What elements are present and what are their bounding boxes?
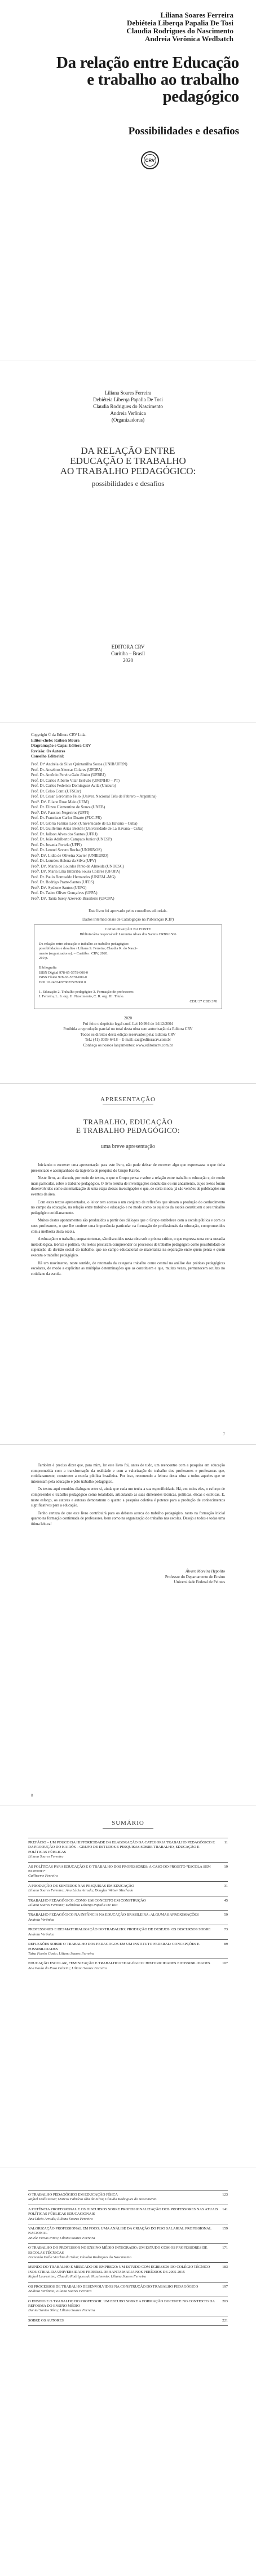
signature-name: Álvaro Moreira Hypolito xyxy=(186,1569,225,1574)
legal-line: Tel.: (41) 3039-6418 – E-mail: sac@editoracrv.com.br xyxy=(85,1037,171,1042)
summary-page-continued xyxy=(0,2167,256,2576)
toc-entry[interactable] xyxy=(28,1862,228,1881)
toc-entry-page: 31 xyxy=(224,1883,228,1888)
cip-line xyxy=(39,985,217,990)
presentation-title-line: TRABALHO, EDUCAÇÃO xyxy=(83,1118,173,1126)
presentation-title xyxy=(0,1118,256,1134)
board-member: Prof. Dr. Cesar Gerónimo Tello (Univer. Nacional Três de Febrero – Argentina) xyxy=(31,794,157,799)
copyright-line: Conselho Editorial: xyxy=(31,754,64,759)
presentation-body xyxy=(31,1163,225,1279)
toc-entry-title: PROFESSORES E DESMATERIALIZAÇÃO DO TRABALHO: PRODUÇÃO DE DESEJOS: OS DISCURSOS SOBRE xyxy=(28,1927,211,1932)
toc-entry[interactable] xyxy=(28,2282,228,2297)
cip-line: DOI 10.24824/978655578000.0 xyxy=(39,980,86,984)
board-member: Prof. Dr. Jailson Alves dos Santos (UFRJ) xyxy=(31,831,98,836)
toc-entry-page: 141 xyxy=(222,2207,228,2211)
board-member: Prof. Dr. Gloria Fariñas León (Universidade de La Havana – Cuba) xyxy=(31,821,138,826)
toc-entry-authors: Rafael Laurentino; Claudia Rodrigues do Nascimento; Liliana Soares Ferreira xyxy=(28,2275,147,2279)
toc-entry[interactable] xyxy=(28,2205,228,2224)
cip-line: mento (organizadoras). – Curitiba : CRV, 2020. xyxy=(39,951,108,956)
toc-entry-authors: Liliana Soares Ferreira xyxy=(28,1855,64,1859)
legal-line: 2020 xyxy=(124,1016,132,1020)
toc-entry-title: SOBRE OS AUTORES xyxy=(28,2318,64,2323)
toc-entry-page: 221 xyxy=(222,2318,228,2323)
board-member: Prof. Dr. Francisco Carlos Duarte (PUC-PR) xyxy=(31,816,102,820)
board-member: Prof. Dr. Anselmo Alencar Colares (UFOPA) xyxy=(31,767,103,772)
publisher-city: Curitiba – Brasil xyxy=(111,651,145,656)
paragraph: Neste livro, ao discutir, por meio de textos, o que o Grupo pensa e sobre a relação entre trabalho e educação e, de modo mais particular, sobre o trabalho pedagógico. O livro resulta de investigações concluídas ou em andamento, cujos textos foram desenvolvidos como sistematização de uma etapa dessas investigações e que, de certo modo, já são versões de publicações em eventos da área. xyxy=(31,1176,225,1197)
toc-entry-title: REFLEXÕES SOBRE O TRABALHO DOS PEDAGOGOS EM UM INSTITUTO FEDERAL: CONCEPÇÕES E POSSIBILIDADES xyxy=(28,1942,200,1951)
toc-entry-title: EDUCAÇÃO ESCOLAR, FEMINIZAÇÃO E TRABALHO PEDAGÓGICO: HISTORICIDADES E POSSIBILIDADES xyxy=(28,1961,210,1966)
board-member: Prof. Dr. Guillermo Arias Beatón (Universidade de La Havana – Cuba) xyxy=(31,826,144,831)
summary-heading xyxy=(0,1820,256,1829)
board-member: Prof. Dr. João Adalberto Campato Junior (UNESP) xyxy=(31,837,112,842)
board-member: Profª. Drª. Lidia de Oliveira Xavier (UNIEURO) xyxy=(31,853,108,858)
copyright-line: Revisão: Os Autores xyxy=(31,748,65,753)
toc-entry-page: 183 xyxy=(222,2265,228,2270)
cip-line: CATALOGAÇÃO NA FONTE xyxy=(105,927,151,931)
summary-heading-text: SUMÁRIO xyxy=(112,1820,144,1826)
copyright-line: Editor-chefe: Railson Moura xyxy=(31,738,80,743)
board-member: Prof. Dr. Celso Conti (UFSCar) xyxy=(31,788,81,794)
toc-entry[interactable] xyxy=(28,2297,228,2316)
toc-entry-page: 107 xyxy=(222,1961,228,1966)
toc-entry-page: 89 xyxy=(224,1942,228,1947)
board-member: Profª. Drª. Maria Lília Imbiriba Sousa Colares (UFOPA) xyxy=(31,869,121,874)
cover-authors xyxy=(23,11,233,43)
cip-line: 210 p. xyxy=(39,956,48,960)
cip-line: Bibliotecária responsável: Luzenira Alves dos Santos CRB9/1506 xyxy=(80,932,176,936)
toc-entry-page: 59 xyxy=(224,1913,228,1917)
heading-rule xyxy=(103,1828,153,1829)
cover-title-line: pedagógico xyxy=(162,87,239,106)
toc-entry[interactable] xyxy=(28,1838,228,1862)
title-page-author: Liliana Soares Ferreira xyxy=(104,390,152,396)
presentation-title-line: E TRABALHO PEDAGÓGICO: xyxy=(76,1126,180,1134)
board-member: Profª. Drª. Maria de Lourdes Pinto de Almeida (UNOESC) xyxy=(31,864,124,869)
page-number: 8 xyxy=(31,1793,33,1798)
cip-line: possibilidades e desafios / Liliana S. Ferreira; Claudia R. do Nasci- xyxy=(39,947,138,950)
publisher-name: EDITORA CRV xyxy=(111,644,145,650)
presentation-page-continued xyxy=(0,1445,256,1806)
toc-entry-title: A PRODUÇÃO DE SENTIDOS NAS PESQUISAS EM EDUCAÇÃO xyxy=(28,1883,134,1888)
toc-entry[interactable] xyxy=(28,1881,228,1896)
table-of-contents xyxy=(28,1838,228,1973)
board-member: Prof. Dr. Antônio Pereira Gaio Júnior (UFRRJ) xyxy=(31,773,106,777)
copyright-line: Diagramação e Capa: Editora CRV xyxy=(31,743,91,748)
toc-entry[interactable] xyxy=(28,2190,228,2205)
copyright-page xyxy=(0,722,256,1084)
cover-author: Liliana Soares Ferreira xyxy=(160,11,233,19)
toc-entry[interactable] xyxy=(28,2316,228,2326)
legal-line: Todos os direitos desta edição reservados pela: Editora CRV xyxy=(80,1032,176,1037)
toc-entry-page: 45 xyxy=(224,1898,228,1903)
paragraph: Iniciando o escrever uma apresentação para este livro, não pude deixar de escrever algo que expressasse o que tinha presenciado e acompanhado da trajetória de pesquisa do Grupo Kairós. xyxy=(31,1163,225,1173)
toc-entry-title: VALORIZAÇÃO PROFISSIONAL EM FOCO: UMA ANÁLISE DA CRIAÇÃO DO PISO SALARIAL PROFISSIONAL NACIONAL xyxy=(28,2227,211,2236)
cover-author: Andreia Verônica Wedbatch xyxy=(145,34,233,43)
toc-entry-authors: Andreia Verônica xyxy=(28,1917,55,1922)
cip-line: Da relação entre educação e trabalho ao trabalho pedagógico: xyxy=(39,941,129,946)
table-of-contents-continued xyxy=(28,2190,228,2326)
board-member: Prof. Dr. Carlos Alberto Vilar Estêvão (UMINHO – PT) xyxy=(31,778,120,783)
toc-entry[interactable] xyxy=(28,1939,228,1959)
cip-line: ISBN Digital 978-65-5578-000-0 xyxy=(39,970,89,975)
title-page-organizers-label: (Organizadoras) xyxy=(111,417,145,423)
toc-entry-title: TRABALHO PEDAGÓGICO NA INFÂNCIA NA EDUCAÇÃO BRASILEIRA: ALGUMAS APROXIMAÇÕES xyxy=(28,1913,199,1917)
board-member: Prof. Dr. Leonel Severo Rocha (UNISINOS) xyxy=(31,848,102,852)
toc-entry-authors: Taiza Farelo Costa; Liliana Soares Ferreira xyxy=(28,1951,94,1956)
presentation-subtitle: uma breve apresentação xyxy=(100,1144,156,1150)
title-page xyxy=(0,361,256,722)
cip-record xyxy=(34,925,222,1009)
cover-author: Debiéteia Liberqa Papalia De Tosi xyxy=(127,19,233,27)
toc-entry-authors: Rafael Dalla Rosa; Marcos Fabrício Ilha da Silva; Claudia Rodrigues do Nascimento xyxy=(28,2197,157,2202)
toc-entry[interactable] xyxy=(28,1910,228,1925)
toc-entry-page: 171 xyxy=(222,2246,228,2250)
title-page-author: Debiéteia Liberqa Papalia De Tosi xyxy=(93,397,163,402)
title-line: DA RELAÇÃO ENTRE xyxy=(81,445,175,456)
toc-entry[interactable] xyxy=(28,2262,228,2281)
toc-entry-page: 203 xyxy=(222,2299,228,2303)
board-member: Profª. Drª. Tania Suely Azevedo Brasileiro (UFOPA) xyxy=(31,896,114,901)
legal-line: Conheça os nossos lançamentos: www.editoracrv.com.br xyxy=(83,1042,173,1048)
toc-entry-title: MUNDO DO TRABALHO E MERCADO DE EMPREGO: UM ESTUDO COM EGRESSOS DO COLÉGIO TÉCNICO INDUSTRIAL DA UNIVERSIDADE FEDERAL DE SANTA MARIA NOS PERÍODOS DE 2005-2015 xyxy=(28,2265,210,2274)
paragraph: Há um movimento, neste sentido, de retomada da categoria trabalho como central na análise das práticas pedagógicas escolares, de modo a explicitar as múltiplas determinações que as constituem e que, muitas vezes, permanecem ocultas no cotidiano da escola. xyxy=(31,1261,225,1276)
toc-entry[interactable] xyxy=(28,2224,228,2243)
board-member: Profª. Drª. Sydione Santos (UEPG) xyxy=(31,885,87,890)
publisher-seal-icon: CRV xyxy=(141,151,159,169)
toc-entry[interactable] xyxy=(28,1925,228,1939)
cip-line: 1. Educação 2. Trabalho pedagógico 3. Formação de professores xyxy=(39,989,134,994)
toc-entry-page: 197 xyxy=(222,2284,228,2289)
title-page-subtitle: possibilidades e desafios xyxy=(91,479,165,488)
toc-entry-page: 159 xyxy=(222,2227,228,2231)
board-member: Prof. Dr. Rodrigo Pratte-Santos (UFES) xyxy=(31,880,94,884)
toc-entry-authors: Fernanda Dalla Vecchia da Silva; Claudia Rodrigues do Nascimento xyxy=(28,2255,131,2260)
presentation-heading-text: APRESENTAÇÃO xyxy=(100,1096,156,1103)
title-page-author: Andreia Verônica xyxy=(110,410,146,416)
toc-entry-title: O TRABALHO DO PROFESSOR NO ENSINO MÉDIO INTEGRADO: UM ESTUDO COM OS PROFESSORES DE ESCOLAS TÉCNICAS xyxy=(28,2246,208,2255)
toc-entry-page: 123 xyxy=(222,2193,228,2197)
toc-entry[interactable] xyxy=(28,1896,228,1911)
title-page-publisher xyxy=(0,643,256,664)
toc-entry-page: 11 xyxy=(224,1841,228,1845)
toc-entry-title: AS POLÍTICAS PARA EDUCAÇÃO E O TRABALHO DOS PROFESSORES: A CASO DO PROJETO “ESCOLA SEM PARTIDO” xyxy=(28,1864,211,1874)
board-member: Prof. Dr. Elizeu Clementino de Souza (UNEB) xyxy=(31,805,105,809)
toc-entry-title: A POTÊNCIA PROFISSIONAL E OS DISCURSOS SOBRE PROFISSIONALIZAÇÃO DOS PROFESSORES NAS ATUAIS POLÍTICAS PÚBLICAS EDUCACIONAIS xyxy=(28,2207,218,2216)
toc-entry-authors: Ana Lúcia Arruda; Liliana Soares Ferreira xyxy=(28,2216,93,2221)
editorial-board xyxy=(31,762,225,901)
cip-line: I. Ferreira, L. S. org. II. Nascimento, C. R. org. III. Título. xyxy=(39,995,125,998)
toc-entry-title: OS PROCESSOS DE TRABALHO DESENVOLVIDOS NA CONSTRUÇÃO DO TRABALHO PEDAGÓGICO xyxy=(28,2284,198,2289)
presentation-signature xyxy=(165,1569,225,1585)
board-member: Prof. Dr. Lourdes Helena da Silva (UFV) xyxy=(31,858,96,863)
toc-entry-page: 73 xyxy=(224,1927,228,1932)
board-member: Profª. Drª. Fauston Negreiros (UFPI) xyxy=(31,810,90,815)
publication-year: 2020 xyxy=(123,658,133,663)
toc-entry[interactable] xyxy=(28,2243,228,2262)
paragraph: Também é preciso dizer que, para mim, ler este livro foi, antes de tudo, um reencontro com a pesquisa em educação comprometida com a transformação da realidade e com a valorização do trabalho dos professores e professoras que, cotidianamente, constroem a escola pública brasileira. Por isso, recomendo a leitura desta obra a todos aqueles que se interessam pela educação e pelo trabalho pedagógico. xyxy=(31,1464,225,1484)
signature-role: Professor do Departamento de Ensino xyxy=(165,1574,225,1579)
toc-entry-title: TRABALHO PEDAGÓGICO: COMO UM CONCEITO EM CONSTRUÇÃO xyxy=(28,1898,146,1903)
toc-entry-authors: Liliana Soares Ferreira; Debiéteia Liberqa Papalia De Tosi xyxy=(28,1903,118,1908)
toc-entry-title: PREFÁCIO – UM POUCO DA HISTORICIDADE DA ELABORAÇÃO DA CATEGORIA TRABALHO PEDAGÓGICO E DA PRODUÇÃO DO KAIRÓS – GRUPO DE ESTUDOS E PESQUISAS SOBRE TRABALHO, EDUCAÇÃO E POLÍTICAS PÚBLICAS xyxy=(28,1841,215,1854)
cover-subtitle: Possibilidades e desafios xyxy=(128,125,239,137)
paragraph: Muitos destes apontamentos são produzidos a partir dos diálogos que o Grupo estabelece com a escola pública e com os seus professores, o que lhe confere uma importância particular na formação de profissionais da educação, comprometidos com a melhoria desta escola. xyxy=(31,1219,225,1234)
presentation-page xyxy=(0,1084,256,1445)
paragraph: A educação e o trabalho, enquanto temas, são discutidos nesta obra sob o prisma crítico, o que expressa uma certa ousadia metodológica, teórica e política. Os textos procuram compreender os processos de trabalho pedagógico como possibilidade de superação da divisão social do trabalho, que no campo educacional se materializa na separação entre quem pensa e quem executa o trabalho pedagógico. xyxy=(31,1237,225,1258)
toc-entry-authors: Andreia Verônica xyxy=(28,1932,55,1937)
board-member: Prof. Dr. Paulo Romualdo Hernandes (UNIFAL-MG) xyxy=(31,874,116,879)
legal-line: Foi feito o depósito legal conf. Lei 10.994 de 14/12/2004 xyxy=(82,1021,173,1026)
cip-line xyxy=(39,961,217,966)
cover-title-line: Da relação entre Educação xyxy=(56,54,239,72)
presentation-body-continued xyxy=(31,1463,225,1530)
legal-notice xyxy=(31,1016,225,1048)
cip-line: ISBN Físico 978-65-5578-000-0 xyxy=(39,975,87,979)
title-page-author: Claudia Rodrigues do Nascimento xyxy=(93,404,163,409)
approval-note: Este livro foi aprovado pelos conselhos editoriais. xyxy=(89,909,167,913)
cip-line: CDU 37 CDD 370 xyxy=(189,999,217,1004)
presentation-heading xyxy=(0,1096,256,1105)
signature-institution: Universidade Federal de Pelotas xyxy=(174,1580,225,1584)
toc-entry-title: O TRABALHO PEDAGÓGICO EM EDUCAÇÃO FÍSICA xyxy=(28,2193,118,2197)
board-member: Prof. Dr. Tadeu Oliver Gonçalves (UFPA) xyxy=(31,891,98,895)
copyright-line: Copyright © da Editora CRV Ltda. xyxy=(31,733,86,737)
toc-entry-authors: Ana Paula da Rosa Cabrini; Liliana Soares Ferreira xyxy=(28,1966,107,1970)
cover-title xyxy=(17,54,239,105)
cip-line: Bibliografia xyxy=(39,966,57,970)
cip-title: Dados Internacionais de Catalogação na Publicação (CIP) xyxy=(82,917,174,922)
paragraph: Com estes textos apresentados, o leitor tem acesso a um conjunto de reflexões que situam a produção do conhecimento no campo da educação, na relação entre trabalho e educação e no modo como os sujeitos da escola constituem o seu trabalho pedagógico cotidianamente. xyxy=(31,1200,225,1215)
page-number: 7 xyxy=(223,1432,225,1436)
title-page-authors xyxy=(0,389,256,423)
legal-line: Proibida a reprodução parcial ou total desta obra sem autorização da Editora CRV xyxy=(63,1027,193,1031)
cover-page xyxy=(0,0,256,361)
summary-page xyxy=(0,1806,256,2167)
toc-entry-authors: Guilherme Ferreira xyxy=(28,1874,58,1878)
toc-entry-authors: Aniele Farias Pinto; Liliana Soares Ferreira xyxy=(28,2236,95,2240)
board-member: Prof. Dr. Carlos Federico Dominguez Avila (Unieuro) xyxy=(31,783,116,788)
title-page-title xyxy=(0,446,256,476)
title-line: AO TRABALHO PEDAGÓGICO: xyxy=(60,466,196,476)
toc-entry-page: 19 xyxy=(224,1864,228,1869)
board-member: Profª. Drª. Eliane Rose Maio (UEM) xyxy=(31,799,89,804)
toc-entry-authors: Daniel Santos Silva; Liliana Soares Ferreira xyxy=(28,2308,95,2313)
copyright-header xyxy=(31,733,225,760)
cover-title-line: e trabalho ao trabalho xyxy=(87,71,239,89)
cover-author: Claudia Rodrigues do Nascimento xyxy=(126,27,233,35)
cip-line xyxy=(39,937,217,942)
board-member: Prof. Drª Andréia da Silva Quintanilha Sousa (UNIR/UFRN) xyxy=(31,762,127,766)
board-member: Prof. Dr. Josania Portela (UFPI) xyxy=(31,842,82,847)
toc-entry-authors: Liliana Soares Ferreira; Ana Lúcia Arruda; Douglas Weiser Machado xyxy=(28,1889,134,1893)
title-line: EDUCAÇÃO E TRABALHO xyxy=(70,455,186,466)
toc-entry-authors: Andreia Verônica; Liliana Soares Ferreira xyxy=(28,2289,92,2294)
toc-entry-title: O ENSINO E O TRABALHO DO PROFESSOR: UM ESTUDO SOBRE A FORMAÇÃO DOCENTE NO CONTEXTO DA REFORMA DO ENSINO MÉDIO xyxy=(28,2299,215,2308)
toc-entry[interactable] xyxy=(28,1959,228,1973)
paragraph: Os textos aqui reunidos dialogam entre si, ainda que cada um tenha a sua especificidade. Há, em todos eles, o esforço de compreender o trabalho pedagógico como totalidade, articulando as suas dimensões técnicas, políticas, éticas e estéticas. E, neste esforço, os autores e autoras demonstram o quanto a pesquisa coletiva é potente para a produção de conhecimentos significativos para a educação. xyxy=(31,1487,225,1508)
paragraph: Tenho certeza de que este livro contribuirá para os debates acerca do trabalho pedagógico, tanto na formação inicial quanto na formação continuada de professores, bem como na organização do trabalho nas escolas. Desejo a todos e todas uma ótima leitura! xyxy=(31,1511,225,1526)
